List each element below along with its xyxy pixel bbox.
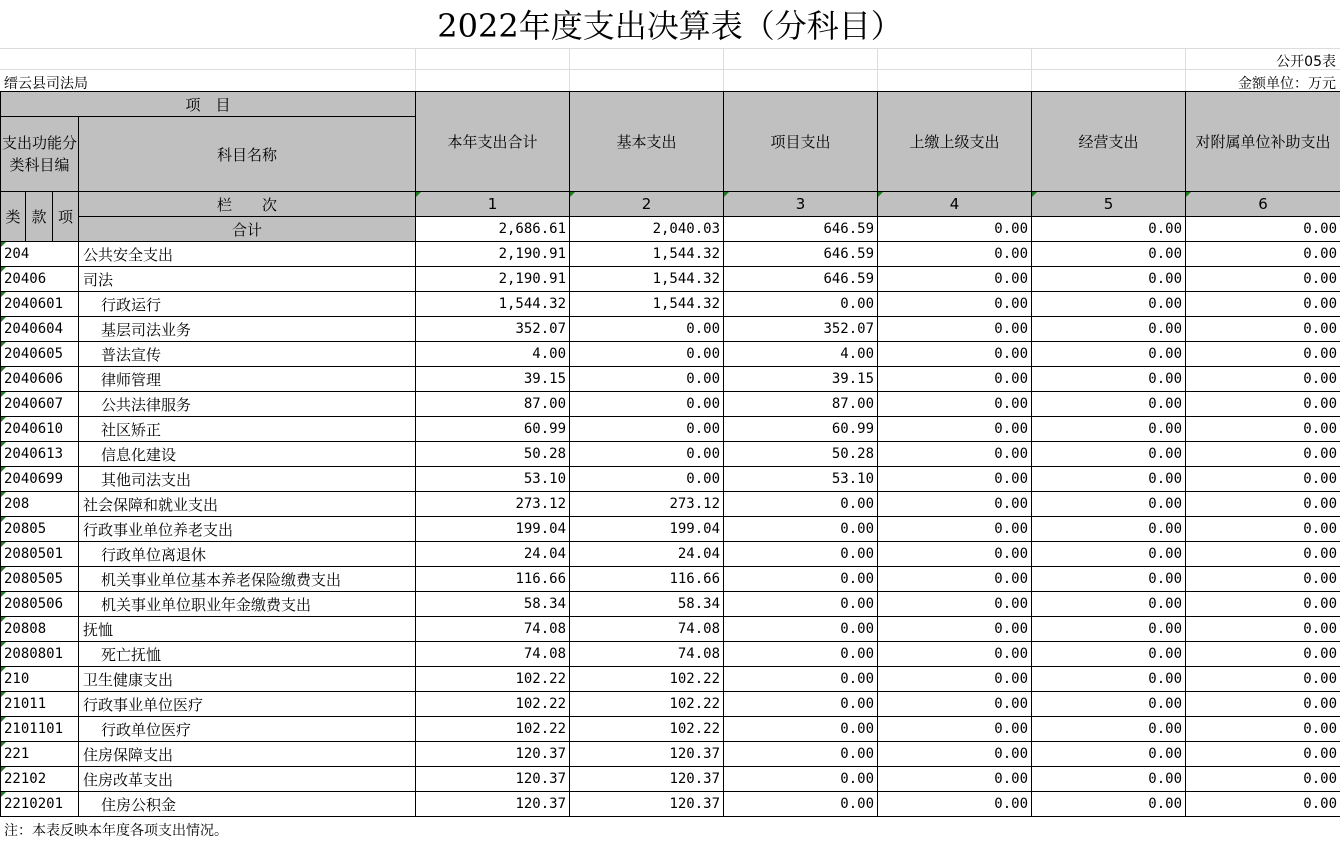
row-code: 221: [1, 742, 79, 767]
row-name: 行政运行: [79, 292, 416, 317]
row-value: 4.00: [416, 342, 570, 367]
row-value: 50.28: [724, 442, 878, 467]
row-value: 4.00: [724, 342, 878, 367]
footnote: 注：本表反映本年度各项支出情况。: [4, 823, 228, 839]
row-value: 0.00: [570, 417, 724, 442]
table-row: [1, 292, 1340, 317]
row-value: 0.00: [1032, 592, 1186, 617]
row-value: 102.22: [570, 692, 724, 717]
row-value: 0.00: [1186, 292, 1340, 317]
row-value: 0.00: [1186, 642, 1340, 667]
row-value: 0.00: [724, 492, 878, 517]
table-row: [1, 442, 1340, 467]
row-value: 0.00: [1032, 667, 1186, 692]
row-code: 208: [1, 492, 79, 517]
row-value: 0.00: [1032, 367, 1186, 392]
row-name: 律师管理: [79, 367, 416, 392]
row-code: 2210201: [1, 792, 79, 817]
row-value: 2,190.91: [416, 267, 570, 292]
row-value: 58.34: [416, 592, 570, 617]
row-value: 120.37: [416, 792, 570, 817]
row-value: 0.00: [1032, 567, 1186, 592]
row-value: 0.00: [724, 517, 878, 542]
row-value: 0.00: [724, 767, 878, 792]
row-name: 行政事业单位医疗: [79, 692, 416, 717]
row-value: 0.00: [570, 342, 724, 367]
page-title: 2022年度支出决算表（分科目）: [437, 7, 903, 45]
row-value: 0.00: [878, 467, 1032, 492]
amount-unit: 金额单位：万元: [1238, 76, 1336, 92]
row-value: 0.00: [724, 692, 878, 717]
table-row: [1, 617, 1340, 642]
row-code: 20808: [1, 617, 79, 642]
total-value: 646.59: [724, 217, 878, 242]
row-value: 0.00: [1032, 492, 1186, 517]
row-value: 74.08: [570, 617, 724, 642]
row-value: 199.04: [416, 517, 570, 542]
row-code: 2040607: [1, 392, 79, 417]
row-code: 2040604: [1, 317, 79, 342]
row-value: 0.00: [1186, 742, 1340, 767]
table-row: [1, 542, 1340, 567]
col-number: 3: [724, 192, 878, 217]
table-row: [1, 517, 1340, 542]
expenditure-table: [0, 91, 1340, 817]
organization-name: 缙云县司法局: [4, 76, 88, 92]
header-lei: 类: [1, 192, 26, 242]
row-value: 120.37: [416, 742, 570, 767]
col-number: 6: [1186, 192, 1340, 217]
gridline: [0, 48, 1340, 49]
row-value: 0.00: [1186, 567, 1340, 592]
total-value: 0.00: [1032, 217, 1186, 242]
row-name: 卫生健康支出: [79, 667, 416, 692]
table-row: [1, 342, 1340, 367]
header-lanci: 栏 次: [79, 192, 416, 217]
row-value: 24.04: [570, 542, 724, 567]
row-name: 公共法律服务: [79, 392, 416, 417]
row-value: 24.04: [416, 542, 570, 567]
row-value: 0.00: [1186, 367, 1340, 392]
row-code: 2080801: [1, 642, 79, 667]
row-value: 116.66: [416, 567, 570, 592]
row-value: 39.15: [416, 367, 570, 392]
row-name: 司法: [79, 267, 416, 292]
row-value: 0.00: [878, 242, 1032, 267]
row-value: 120.37: [570, 742, 724, 767]
row-code: 2080506: [1, 592, 79, 617]
row-value: 199.04: [570, 517, 724, 542]
row-value: 120.37: [570, 767, 724, 792]
row-value: 0.00: [724, 542, 878, 567]
row-value: 0.00: [1032, 542, 1186, 567]
row-name: 抚恤: [79, 617, 416, 642]
row-value: 2,190.91: [416, 242, 570, 267]
table-row: [1, 317, 1340, 342]
row-value: 0.00: [724, 617, 878, 642]
row-value: 0.00: [1186, 442, 1340, 467]
row-value: 646.59: [724, 242, 878, 267]
row-code: 20406: [1, 267, 79, 292]
table-row: [1, 717, 1340, 742]
row-value: 0.00: [1186, 417, 1340, 442]
row-value: 646.59: [724, 267, 878, 292]
gridline: [0, 69, 1340, 70]
table-row: [1, 267, 1340, 292]
row-value: 0.00: [878, 667, 1032, 692]
row-value: 0.00: [878, 517, 1032, 542]
header-col-total: 本年支出合计: [416, 92, 570, 192]
header-xiang: 项: [53, 192, 79, 242]
row-value: 0.00: [724, 742, 878, 767]
row-value: 273.12: [416, 492, 570, 517]
row-value: 0.00: [1032, 742, 1186, 767]
row-name: 住房公积金: [79, 792, 416, 817]
row-value: 1,544.32: [416, 292, 570, 317]
row-value: 1,544.32: [570, 267, 724, 292]
table-row: [1, 667, 1340, 692]
row-code: 20805: [1, 517, 79, 542]
row-value: 0.00: [1186, 617, 1340, 642]
row-name: 死亡抚恤: [79, 642, 416, 667]
row-value: 1,544.32: [570, 242, 724, 267]
row-value: 87.00: [416, 392, 570, 417]
row-value: 74.08: [416, 617, 570, 642]
table-row: [1, 642, 1340, 667]
row-name: 住房保障支出: [79, 742, 416, 767]
row-code: 2040699: [1, 467, 79, 492]
row-name: 普法宣传: [79, 342, 416, 367]
row-value: 58.34: [570, 592, 724, 617]
row-value: 0.00: [1032, 417, 1186, 442]
row-value: 0.00: [878, 417, 1032, 442]
row-value: 0.00: [878, 492, 1032, 517]
row-code: 2040606: [1, 367, 79, 392]
row-value: 102.22: [570, 667, 724, 692]
row-value: 0.00: [1032, 392, 1186, 417]
table-row: [1, 692, 1340, 717]
table-row: [1, 567, 1340, 592]
row-value: 0.00: [1032, 517, 1186, 542]
row-value: 0.00: [878, 392, 1032, 417]
row-value: 0.00: [724, 292, 878, 317]
header-name-label: 科目名称: [79, 117, 416, 192]
row-value: 0.00: [1186, 717, 1340, 742]
row-value: 0.00: [878, 642, 1032, 667]
row-value: 102.22: [416, 667, 570, 692]
header-col-upper: 上缴上级支出: [878, 92, 1032, 192]
row-value: 0.00: [878, 717, 1032, 742]
row-value: 0.00: [878, 442, 1032, 467]
row-value: 0.00: [1032, 317, 1186, 342]
row-value: 0.00: [724, 792, 878, 817]
row-value: 39.15: [724, 367, 878, 392]
row-value: 0.00: [878, 692, 1032, 717]
total-row: [1, 217, 1340, 242]
col-number: 2: [570, 192, 724, 217]
form-number: 公开05表: [1276, 54, 1336, 70]
total-value: 2,040.03: [570, 217, 724, 242]
row-value: 0.00: [1032, 692, 1186, 717]
row-value: 53.10: [724, 467, 878, 492]
row-value: 0.00: [1032, 767, 1186, 792]
row-value: 0.00: [1186, 667, 1340, 692]
row-value: 0.00: [570, 392, 724, 417]
row-value: 102.22: [416, 717, 570, 742]
row-code: 210: [1, 667, 79, 692]
row-value: 0.00: [1186, 692, 1340, 717]
row-value: 120.37: [570, 792, 724, 817]
row-value: 0.00: [1032, 442, 1186, 467]
row-value: 0.00: [878, 567, 1032, 592]
table-row: [1, 767, 1340, 792]
row-value: 0.00: [570, 367, 724, 392]
row-value: 0.00: [724, 642, 878, 667]
row-value: 0.00: [1186, 317, 1340, 342]
row-value: 0.00: [878, 342, 1032, 367]
col-number: 5: [1032, 192, 1186, 217]
gridline: [1185, 48, 1186, 92]
row-code: 2040610: [1, 417, 79, 442]
row-value: 60.99: [416, 417, 570, 442]
row-code: 204: [1, 242, 79, 267]
row-name: 基层司法业务: [79, 317, 416, 342]
table-row: [1, 742, 1340, 767]
row-code: 2080501: [1, 542, 79, 567]
row-code: 2040601: [1, 292, 79, 317]
row-code: 2080505: [1, 567, 79, 592]
row-value: 74.08: [570, 642, 724, 667]
table-row: [1, 392, 1340, 417]
row-code: 21011: [1, 692, 79, 717]
row-name: 行政单位医疗: [79, 717, 416, 742]
row-value: 0.00: [1186, 242, 1340, 267]
row-name: 住房改革支出: [79, 767, 416, 792]
row-value: 0.00: [724, 592, 878, 617]
gridline: [1031, 48, 1032, 92]
row-value: 0.00: [1032, 642, 1186, 667]
row-name: 社会保障和就业支出: [79, 492, 416, 517]
total-label: 合计: [79, 217, 416, 242]
table-row: [1, 492, 1340, 517]
row-value: 0.00: [724, 567, 878, 592]
row-value: 0.00: [878, 542, 1032, 567]
table-row: [1, 242, 1340, 267]
header-kuan: 款: [26, 192, 53, 242]
row-value: 0.00: [1186, 467, 1340, 492]
header-col-project: 项目支出: [724, 92, 878, 192]
header-item: 项 目: [1, 92, 416, 117]
row-value: 0.00: [878, 292, 1032, 317]
row-name: 信息化建设: [79, 442, 416, 467]
row-code: 2040613: [1, 442, 79, 467]
row-value: 0.00: [1186, 492, 1340, 517]
row-value: 0.00: [1032, 292, 1186, 317]
row-value: 0.00: [1186, 592, 1340, 617]
row-value: 60.99: [724, 417, 878, 442]
row-value: 0.00: [878, 267, 1032, 292]
row-code: 2040605: [1, 342, 79, 367]
row-name: 其他司法支出: [79, 467, 416, 492]
row-value: 0.00: [878, 792, 1032, 817]
row-value: 50.28: [416, 442, 570, 467]
row-value: 0.00: [1186, 342, 1340, 367]
row-value: 352.07: [724, 317, 878, 342]
row-value: 0.00: [1032, 267, 1186, 292]
row-name: 行政事业单位养老支出: [79, 517, 416, 542]
row-value: 120.37: [416, 767, 570, 792]
table-row: [1, 467, 1340, 492]
row-value: 0.00: [1186, 392, 1340, 417]
row-value: 0.00: [1032, 242, 1186, 267]
row-value: 0.00: [724, 667, 878, 692]
row-value: 273.12: [570, 492, 724, 517]
row-value: 116.66: [570, 567, 724, 592]
header-col-subsidy: 对附属单位补助支出: [1186, 92, 1340, 192]
row-name: 公共安全支出: [79, 242, 416, 267]
row-value: 352.07: [416, 317, 570, 342]
row-value: 0.00: [1186, 792, 1340, 817]
total-value: 2,686.61: [416, 217, 570, 242]
header-col-basic: 基本支出: [570, 92, 724, 192]
row-name: 机关事业单位职业年金缴费支出: [79, 592, 416, 617]
row-value: 0.00: [1186, 767, 1340, 792]
row-value: 0.00: [878, 367, 1032, 392]
header-col-operating: 经营支出: [1032, 92, 1186, 192]
gridline: [569, 48, 570, 92]
row-value: 0.00: [878, 742, 1032, 767]
table-row: [1, 592, 1340, 617]
row-value: 0.00: [878, 317, 1032, 342]
row-value: 0.00: [570, 467, 724, 492]
row-value: 0.00: [1186, 517, 1340, 542]
table-row: [1, 367, 1340, 392]
row-value: 53.10: [416, 467, 570, 492]
total-value: 0.00: [878, 217, 1032, 242]
row-value: 0.00: [570, 442, 724, 467]
row-value: 0.00: [1032, 792, 1186, 817]
row-value: 0.00: [1032, 617, 1186, 642]
row-value: 0.00: [878, 592, 1032, 617]
row-value: 0.00: [1186, 267, 1340, 292]
col-number: 1: [416, 192, 570, 217]
row-name: 机关事业单位基本养老保险缴费支出: [79, 567, 416, 592]
header-code-label: 支出功能分类科目编: [1, 117, 79, 192]
row-value: 102.22: [570, 717, 724, 742]
row-value: 0.00: [724, 717, 878, 742]
row-value: 87.00: [724, 392, 878, 417]
sheet-gridlines: [0, 48, 1340, 92]
row-value: 0.00: [878, 767, 1032, 792]
row-value: 0.00: [1032, 717, 1186, 742]
gridline: [415, 48, 416, 92]
row-name: 行政单位离退休: [79, 542, 416, 567]
row-value: 74.08: [416, 642, 570, 667]
table-row: [1, 417, 1340, 442]
row-value: 0.00: [1032, 467, 1186, 492]
row-code: 22102: [1, 767, 79, 792]
row-value: 0.00: [1032, 342, 1186, 367]
total-value: 0.00: [1186, 217, 1340, 242]
row-value: 0.00: [1186, 542, 1340, 567]
table-row: [1, 792, 1340, 817]
gridline: [877, 48, 878, 92]
row-value: 1,544.32: [570, 292, 724, 317]
row-value: 102.22: [416, 692, 570, 717]
col-number: 4: [878, 192, 1032, 217]
row-value: 0.00: [570, 317, 724, 342]
gridline: [723, 48, 724, 92]
row-code: 2101101: [1, 717, 79, 742]
row-name: 社区矫正: [79, 417, 416, 442]
row-value: 0.00: [878, 617, 1032, 642]
